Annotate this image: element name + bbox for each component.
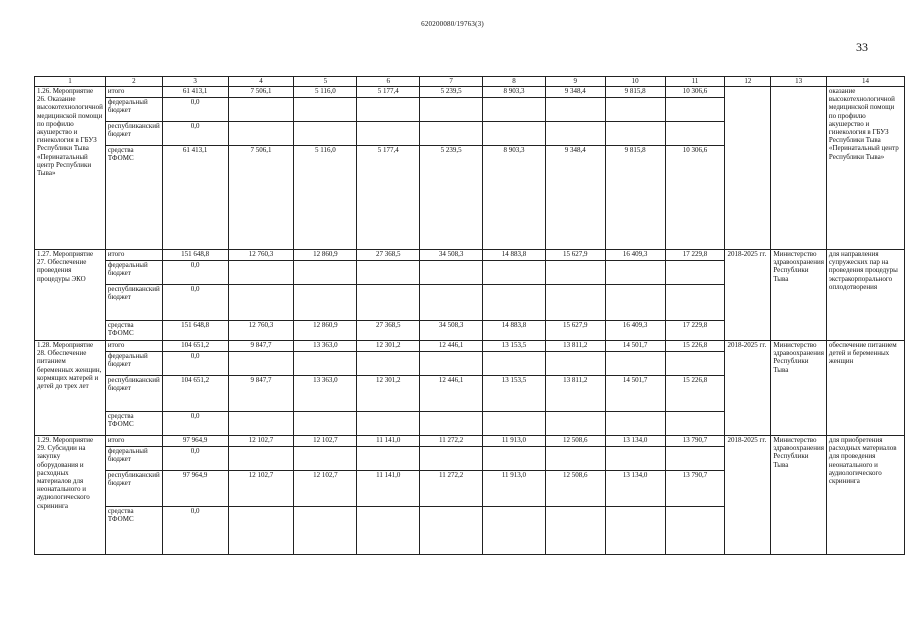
funding-value: 12 102,7 [228, 436, 294, 447]
funding-value: 12 760,3 [228, 321, 294, 341]
funding-value: 8 903,3 [483, 87, 546, 98]
funding-value: 12 301,2 [357, 341, 420, 352]
funding-value: 5 116,0 [294, 146, 357, 250]
funding-value: 7 506,1 [228, 146, 294, 250]
measure-title: 1.29. Мероприятие 29. Субсидии на закупку оборудования и расходных материалов для неонатального и аудиологического скрининга [35, 436, 106, 555]
funding-value [483, 122, 546, 146]
funding-value: 12 301,2 [357, 376, 420, 412]
table-row [35, 341, 905, 352]
funding-value: 0,0 [162, 412, 228, 436]
funding-value [294, 261, 357, 285]
funding-value [228, 122, 294, 146]
funding-value [483, 507, 546, 555]
page-number: 33 [856, 40, 868, 54]
measure-result: обеспечение питанием детей и беременных женщин [826, 341, 904, 436]
funding-value [294, 447, 357, 471]
measure-result: для направления супружеских пар на проведения процедуры экстракорпорального оплодотворения [826, 250, 904, 341]
measure-title: 1.26. Мероприятие 26. Оказание высокотехнологичной медицинской помощи по профилю акушерство и гинекология в ГБУЗ Республики Тыва «Перинатальный центр Республики Тыва» [35, 87, 106, 250]
funding-source: республиканский бюджет [105, 376, 162, 412]
funding-value: 5 177,4 [357, 87, 420, 98]
funding-value: 15 627,9 [545, 250, 605, 261]
funding-source: итого [105, 341, 162, 352]
funding-source: средства ТФОМС [105, 321, 162, 341]
measure-period: 2018-2025 гг. [725, 341, 771, 436]
funding-source: средства ТФОМС [105, 146, 162, 250]
funding-value [665, 122, 725, 146]
funding-source: республиканский бюджет [105, 471, 162, 507]
funding-value [228, 447, 294, 471]
measure-result: оказание высокотехнологичной медицинской помощи по профилю акушерство и гинекология в ГБУЗ Республики Тыва «Перинатальный центр Республики Тыва» [826, 87, 904, 250]
table-row [35, 436, 905, 447]
column-number: 1 [35, 77, 106, 87]
funding-value: 0,0 [162, 447, 228, 471]
document-id: 620200080/19763(3) [421, 20, 484, 28]
funding-value: 17 229,8 [665, 321, 725, 341]
funding-value [605, 98, 665, 122]
funding-value: 10 306,6 [665, 146, 725, 250]
funding-value [545, 352, 605, 376]
funding-value: 14 501,7 [605, 376, 665, 412]
funding-value [665, 285, 725, 321]
column-number: 7 [420, 77, 483, 87]
funding-value: 97 964,9 [162, 436, 228, 447]
funding-value: 9 348,4 [545, 87, 605, 98]
funding-source: республиканский бюджет [105, 122, 162, 146]
funding-value: 14 501,7 [605, 341, 665, 352]
funding-value [483, 412, 546, 436]
funding-value [665, 412, 725, 436]
funding-value [665, 98, 725, 122]
funding-value [605, 447, 665, 471]
funding-value: 34 508,3 [420, 250, 483, 261]
funding-value: 11 272,2 [420, 436, 483, 447]
funding-value: 0,0 [162, 98, 228, 122]
funding-value: 13 811,2 [545, 341, 605, 352]
funding-value [483, 98, 546, 122]
funding-value: 17 229,8 [665, 250, 725, 261]
funding-value [357, 447, 420, 471]
funding-value: 27 368,5 [357, 321, 420, 341]
funding-value: 104 651,2 [162, 341, 228, 352]
funding-value [228, 352, 294, 376]
measure-executor: Министерство здравоохранения Республики Тыва [771, 436, 827, 555]
funding-value: 0,0 [162, 352, 228, 376]
funding-value [483, 447, 546, 471]
funding-value [420, 447, 483, 471]
funding-value [294, 412, 357, 436]
funding-value [420, 122, 483, 146]
funding-value [605, 412, 665, 436]
funding-source: итого [105, 87, 162, 98]
column-number: 4 [228, 77, 294, 87]
funding-value: 12 446,1 [420, 376, 483, 412]
funding-value [545, 261, 605, 285]
funding-value [483, 261, 546, 285]
funding-value [294, 122, 357, 146]
funding-value: 11 913,0 [483, 471, 546, 507]
funding-value: 9 815,8 [605, 146, 665, 250]
measure-title: 1.28. Мероприятие 28. Обеспечение питанием беременных женщин, кормящих матерей и детей до трех лет [35, 341, 106, 436]
funding-value: 15 226,8 [665, 376, 725, 412]
funding-value [545, 98, 605, 122]
funding-value: 9 815,8 [605, 87, 665, 98]
funding-value: 13 811,2 [545, 376, 605, 412]
program-measures-table [34, 76, 905, 555]
measure-period [725, 87, 771, 250]
funding-value: 13 153,5 [483, 341, 546, 352]
funding-value: 16 409,3 [605, 321, 665, 341]
funding-value: 13 790,7 [665, 471, 725, 507]
funding-value [228, 285, 294, 321]
funding-value: 97 964,9 [162, 471, 228, 507]
funding-value: 7 506,1 [228, 87, 294, 98]
measure-period: 2018-2025 гг. [725, 436, 771, 555]
funding-value [357, 507, 420, 555]
funding-source: республиканский бюджет [105, 285, 162, 321]
funding-value: 13 363,0 [294, 376, 357, 412]
funding-value [357, 412, 420, 436]
table-row [35, 87, 905, 98]
funding-value: 13 134,0 [605, 471, 665, 507]
funding-value: 11 272,2 [420, 471, 483, 507]
funding-value: 9 348,4 [545, 146, 605, 250]
funding-value: 5 116,0 [294, 87, 357, 98]
funding-value [420, 507, 483, 555]
funding-value [420, 352, 483, 376]
measure-result: для приобретения расходных материалов для проведения неонатального и аудиологического скрининга [826, 436, 904, 555]
column-number: 12 [725, 77, 771, 87]
funding-value [545, 285, 605, 321]
funding-value: 61 413,1 [162, 146, 228, 250]
measure-title: 1.27. Мероприятие 27. Обеспечение проведения процедуры ЭКО [35, 250, 106, 341]
funding-value: 12 102,7 [294, 471, 357, 507]
funding-source: федеральный бюджет [105, 261, 162, 285]
measure-executor: Министерство здравоохранения Республики Тыва [771, 341, 827, 436]
funding-value [420, 285, 483, 321]
measure-period: 2018-2025 гг. [725, 250, 771, 341]
funding-value: 0,0 [162, 122, 228, 146]
funding-value [665, 447, 725, 471]
funding-value [605, 285, 665, 321]
funding-value [665, 507, 725, 555]
column-number: 14 [826, 77, 904, 87]
column-number: 6 [357, 77, 420, 87]
funding-value: 12 446,1 [420, 341, 483, 352]
funding-value [665, 261, 725, 285]
funding-source: итого [105, 250, 162, 261]
funding-value: 15 627,9 [545, 321, 605, 341]
measure-executor [771, 87, 827, 250]
funding-value: 104 651,2 [162, 376, 228, 412]
funding-value: 151 648,8 [162, 321, 228, 341]
column-number: 11 [665, 77, 725, 87]
funding-value [294, 285, 357, 321]
funding-value [605, 122, 665, 146]
funding-value [228, 507, 294, 555]
funding-value [483, 352, 546, 376]
funding-source: федеральный бюджет [105, 352, 162, 376]
funding-value: 16 409,3 [605, 250, 665, 261]
funding-value: 27 368,5 [357, 250, 420, 261]
funding-value: 13 363,0 [294, 341, 357, 352]
funding-value: 151 648,8 [162, 250, 228, 261]
funding-value: 0,0 [162, 261, 228, 285]
funding-value [228, 98, 294, 122]
funding-value: 61 413,1 [162, 87, 228, 98]
funding-value [420, 261, 483, 285]
funding-value: 13 790,7 [665, 436, 725, 447]
funding-value [605, 507, 665, 555]
funding-value: 13 134,0 [605, 436, 665, 447]
funding-source: средства ТФОМС [105, 507, 162, 555]
funding-value: 5 239,5 [420, 87, 483, 98]
funding-value: 0,0 [162, 285, 228, 321]
funding-value [545, 447, 605, 471]
funding-value: 12 508,6 [545, 471, 605, 507]
funding-value [294, 507, 357, 555]
funding-value: 11 913,0 [483, 436, 546, 447]
funding-value: 14 883,8 [483, 250, 546, 261]
funding-source: итого [105, 436, 162, 447]
funding-value [545, 507, 605, 555]
funding-value: 5 239,5 [420, 146, 483, 250]
funding-value: 11 141,0 [357, 471, 420, 507]
funding-source: федеральный бюджет [105, 447, 162, 471]
funding-value: 8 903,3 [483, 146, 546, 250]
funding-source: средства ТФОМС [105, 412, 162, 436]
funding-value: 12 508,6 [545, 436, 605, 447]
funding-value [357, 285, 420, 321]
funding-value [294, 352, 357, 376]
funding-value [420, 98, 483, 122]
funding-source: федеральный бюджет [105, 98, 162, 122]
funding-value: 12 102,7 [294, 436, 357, 447]
funding-value: 14 883,8 [483, 321, 546, 341]
funding-value [357, 122, 420, 146]
funding-value [545, 122, 605, 146]
funding-value [228, 412, 294, 436]
funding-value: 10 306,6 [665, 87, 725, 98]
column-number: 13 [771, 77, 827, 87]
funding-value [483, 285, 546, 321]
table-row [35, 250, 905, 261]
column-number-row [35, 77, 905, 87]
funding-value [357, 352, 420, 376]
funding-value: 15 226,8 [665, 341, 725, 352]
column-number: 3 [162, 77, 228, 87]
funding-value [605, 261, 665, 285]
funding-value [545, 412, 605, 436]
funding-value: 5 177,4 [357, 146, 420, 250]
funding-value [228, 261, 294, 285]
column-number: 2 [105, 77, 162, 87]
funding-value [420, 412, 483, 436]
funding-value [357, 98, 420, 122]
funding-value: 12 860,9 [294, 321, 357, 341]
funding-value: 13 153,5 [483, 376, 546, 412]
funding-value [357, 261, 420, 285]
column-number: 8 [483, 77, 546, 87]
column-number: 5 [294, 77, 357, 87]
funding-value: 34 508,3 [420, 321, 483, 341]
funding-value: 12 860,9 [294, 250, 357, 261]
funding-value: 12 760,3 [228, 250, 294, 261]
funding-value: 11 141,0 [357, 436, 420, 447]
funding-value [294, 98, 357, 122]
column-number: 9 [545, 77, 605, 87]
column-number: 10 [605, 77, 665, 87]
funding-value: 0,0 [162, 507, 228, 555]
funding-value: 9 847,7 [228, 341, 294, 352]
measure-executor: Министерство здравоохранения Республики Тыва [771, 250, 827, 341]
funding-value [605, 352, 665, 376]
funding-value [665, 352, 725, 376]
funding-value: 9 847,7 [228, 376, 294, 412]
funding-value: 12 102,7 [228, 471, 294, 507]
